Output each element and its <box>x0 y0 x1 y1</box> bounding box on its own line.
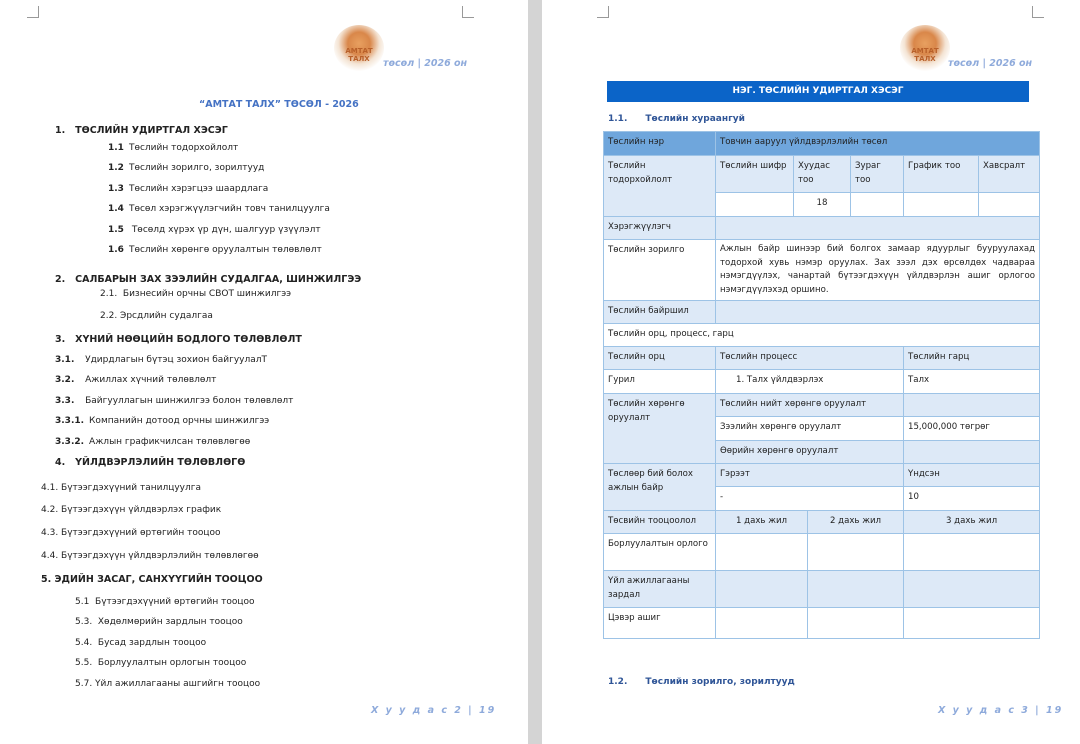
toc-number: 3.2. <box>55 375 75 385</box>
cell <box>808 608 904 639</box>
cell: 1. Талх үйлдвэрлэх <box>716 370 904 394</box>
cell: Төслийн хөрөнгө оруулалт <box>604 394 716 464</box>
cell: Борлуулалтын орлого <box>604 534 716 571</box>
toc-text: 4.1. Бүтээгдэхүүний танилцуулга <box>41 483 201 493</box>
toc-text: 5.3. Хөдөлмөрийн зардлын тооцоо <box>75 617 243 627</box>
cell: Төслийн нэр <box>604 132 716 156</box>
cell <box>808 571 904 608</box>
toc-entry[interactable] <box>108 245 322 255</box>
cell: Төслийн нийт хөрөнгө оруулалт <box>716 394 904 417</box>
toc-entry[interactable] <box>41 483 201 493</box>
cell: 2 дахь жил <box>808 511 904 534</box>
crop-mark <box>597 6 609 18</box>
header-text: төсөл | 2026 он <box>383 58 468 69</box>
toc-entry[interactable] <box>55 375 216 385</box>
section-number: 1.1. <box>608 114 628 124</box>
toc-entry[interactable] <box>41 528 221 538</box>
toc-text: 2.1. Бизнесийн орчны СВОТ шинжилгээ <box>100 289 292 299</box>
toc-text: Ажиллах хүчний төлөвлөлт <box>79 375 217 385</box>
toc-entry[interactable] <box>41 551 259 561</box>
crop-mark <box>462 6 474 18</box>
toc-entry[interactable] <box>41 574 263 585</box>
cell <box>904 571 1040 608</box>
cell: Гэрээт <box>716 464 904 487</box>
crop-mark <box>1032 6 1044 18</box>
cell <box>851 193 904 217</box>
cell: Талх <box>904 370 1040 394</box>
cell: Төслийн орц <box>604 347 716 370</box>
logo: АМТАТ ТАЛХ <box>900 25 950 71</box>
toc-text: Төслийн хэрэгцээ шаардлага <box>128 184 269 194</box>
cell: Хэрэгжүүлэгч <box>604 217 716 240</box>
toc-entry[interactable] <box>75 638 206 648</box>
cell: Төслийн шифр <box>716 156 794 193</box>
toc-entry[interactable] <box>108 225 321 235</box>
page-2 <box>0 0 528 744</box>
cell: Зээлийн хөрөнгө оруулалт <box>716 417 904 441</box>
page-footer: Х у у д а с 3 | 19 <box>938 705 1064 716</box>
toc-number: 1.6 <box>108 245 124 255</box>
toc-entry[interactable] <box>108 163 264 173</box>
toc-entry[interactable] <box>100 311 213 321</box>
toc-entry[interactable] <box>55 416 269 426</box>
cell: Төслийн тодорхойлолт <box>604 156 716 217</box>
cell <box>716 193 794 217</box>
toc-text: 2. САЛБАРЫН ЗАХ ЗЭЭЛИЙН СУДАЛГАА, ШИНЖИЛГЭЭ <box>55 274 362 285</box>
cell <box>904 441 1040 464</box>
toc-entry[interactable] <box>41 505 221 515</box>
cell: Зураг тоо <box>851 156 904 193</box>
cell: 3 дахь жил <box>904 511 1040 534</box>
section-number: 1.2. <box>608 677 628 687</box>
toc-text: 5.1 Бүтээгдэхүүний өртөгийн тооцоо <box>75 597 255 607</box>
toc-number: 3.1. <box>55 355 75 365</box>
toc-entry[interactable] <box>55 334 302 345</box>
cell: Төслийн гарц <box>904 347 1040 370</box>
cell: Төслийн процесс <box>716 347 904 370</box>
cell <box>904 193 979 217</box>
cell: Хавсралт <box>979 156 1040 193</box>
cell: - <box>716 487 904 511</box>
cell: Төсвийн тооцоолол <box>604 511 716 534</box>
toc-text: 5. ЭДИЙН ЗАСАГ, САНХҮҮГИЙН ТООЦОО <box>41 574 263 585</box>
cell: Үндсэн <box>904 464 1040 487</box>
cell: 15,000,000 төгрөг <box>904 417 1040 441</box>
toc-text: 3. ХҮНИЙ НӨӨЦИЙН БОДЛОГО ТӨЛӨВЛӨЛТ <box>55 334 302 345</box>
toc-entry[interactable] <box>75 658 246 668</box>
logo: АМТАТ ТАЛХ <box>334 25 384 71</box>
toc-number: 3.3.2. <box>55 437 85 447</box>
toc-entry[interactable] <box>55 355 267 365</box>
toc-text: 2.2. Эрсдлийн судалгаа <box>100 311 213 321</box>
cell: Төслийн зорилго <box>604 240 716 301</box>
cell: 18 <box>794 193 851 217</box>
cell <box>904 534 1040 571</box>
toc-entry[interactable] <box>55 125 228 136</box>
toc-text: 1. ТӨСЛИЙН УДИРТГАЛ ХЭСЭГ <box>55 125 228 136</box>
toc-text: 5.7. Үйл ажиллагааны ашгийгн тооцоо <box>75 679 261 689</box>
cell: 10 <box>904 487 1040 511</box>
cell: Ажлын байр шинээр бий болгох замаар ядуурлыг бууруулахад тодорхой хувь нэмэр оруулах. Зах зээл дэх өрсөлдөх чадвараа нэмэгдүүлэх, чанартай бүтээгдэхүүн үйлдвэрлэн ашиг орлогоо нэмэгдүүлэхэд оршино. <box>716 240 1040 301</box>
cell <box>716 608 808 639</box>
toc-text: 4. ҮЙЛДВЭРЛЭЛИЙН ТӨЛӨВЛӨГӨ <box>55 457 246 468</box>
cell: Гурил <box>604 370 716 394</box>
toc-text: 4.3. Бүтээгдэхүүний өртөгийн тооцоо <box>41 528 221 538</box>
toc-entry[interactable] <box>75 679 260 689</box>
toc-entry[interactable] <box>75 617 243 627</box>
cell <box>904 394 1040 417</box>
cell: Төслөөр бий болох ажлын байр <box>604 464 716 511</box>
toc-number: 3.3. <box>55 396 75 406</box>
toc-entry[interactable] <box>75 597 255 607</box>
toc-number: 1.2 <box>108 163 124 173</box>
toc-text: Ажлын графикчилсан төлөвлөгөө <box>89 437 251 447</box>
cell: Төслийн орц, процесс, гарц <box>604 324 1040 347</box>
toc-text: Байгууллагын шинжилгээ болон төлөвлөлт <box>79 396 294 406</box>
toc-number: 3.3.1. <box>55 416 85 426</box>
toc-text: Төсөлд хүрэх үр дүн, шалгуур үзүүлэлт <box>128 225 321 235</box>
cell: Хуудас тоо <box>794 156 851 193</box>
cell: Үйл ажиллагааны зардал <box>604 571 716 608</box>
toc-entry[interactable] <box>55 437 250 447</box>
crop-mark <box>27 6 39 18</box>
toc-number: 1.5 <box>108 225 124 235</box>
toc-entry[interactable] <box>100 289 291 299</box>
toc-text: 5.5. Борлуулалтын орлогын тооцоо <box>75 658 247 668</box>
page-title: “АМТАТ ТАЛХ” ТӨСӨЛ - 2026 <box>199 99 359 110</box>
cell <box>716 301 1040 324</box>
cell: 1 дахь жил <box>716 511 808 534</box>
toc-entry[interactable] <box>55 457 245 468</box>
toc-text: Төсөл хэрэгжүүлэгчийн товч танилцуулга <box>128 204 330 214</box>
toc-text: Төслийн хөрөнгө оруулалтын төлөвлөлт <box>128 245 322 255</box>
toc-entry[interactable] <box>108 204 330 214</box>
header-text: төсөл | 2026 он <box>948 58 1033 69</box>
cell <box>808 534 904 571</box>
toc-text: Төслийн тодорхойлолт <box>128 143 239 153</box>
cell: Төслийн байршил <box>604 301 716 324</box>
toc-text: Удирдлагын бүтэц зохион байгуулалТ <box>79 355 268 365</box>
toc-entry[interactable] <box>108 184 268 194</box>
cell: Цэвэр ашиг <box>604 608 716 639</box>
cell: График тоо <box>904 156 979 193</box>
toc-text: Төслийн зорилго, зорилтууд <box>128 163 265 173</box>
cell <box>979 193 1040 217</box>
cell <box>716 217 1040 240</box>
toc-number: 1.1 <box>108 143 124 153</box>
toc-entry[interactable] <box>55 396 293 406</box>
toc-text: 4.2. Бүтээгдэхүүн үйлдвэрлэх график <box>41 505 222 515</box>
toc-number: 1.4 <box>108 204 124 214</box>
cell <box>904 608 1040 639</box>
toc-text: 5.4. Бусад зардлын тооцоо <box>75 638 207 648</box>
toc-entry[interactable] <box>108 143 238 153</box>
cell: Өөрийн хөрөнгө оруулалт <box>716 441 904 464</box>
section-title: Төслийн хураангуй <box>645 114 745 124</box>
chapter-banner: НЭГ. ТӨСЛИЙН УДИРТГАЛ ХЭСЭГ <box>607 81 1029 102</box>
cell <box>716 534 808 571</box>
toc-entry[interactable] <box>55 274 361 285</box>
cell <box>716 571 808 608</box>
toc-number: 1.3 <box>108 184 124 194</box>
section-title: Төслийн зорилго, зорилтууд <box>645 677 795 687</box>
toc-text: Компанийн дотоод орчны шинжилгээ <box>89 416 270 426</box>
page-footer: Х у у д а с 2 | 19 <box>371 705 497 716</box>
project-summary-table <box>603 131 1040 639</box>
toc-text: 4.4. Бүтээгдэхүүн үйлдвэрлэлийн төлөвлөгөө <box>41 551 259 561</box>
cell: Товчин ааруул үйлдвэрлэлийн төсөл <box>716 132 1040 156</box>
